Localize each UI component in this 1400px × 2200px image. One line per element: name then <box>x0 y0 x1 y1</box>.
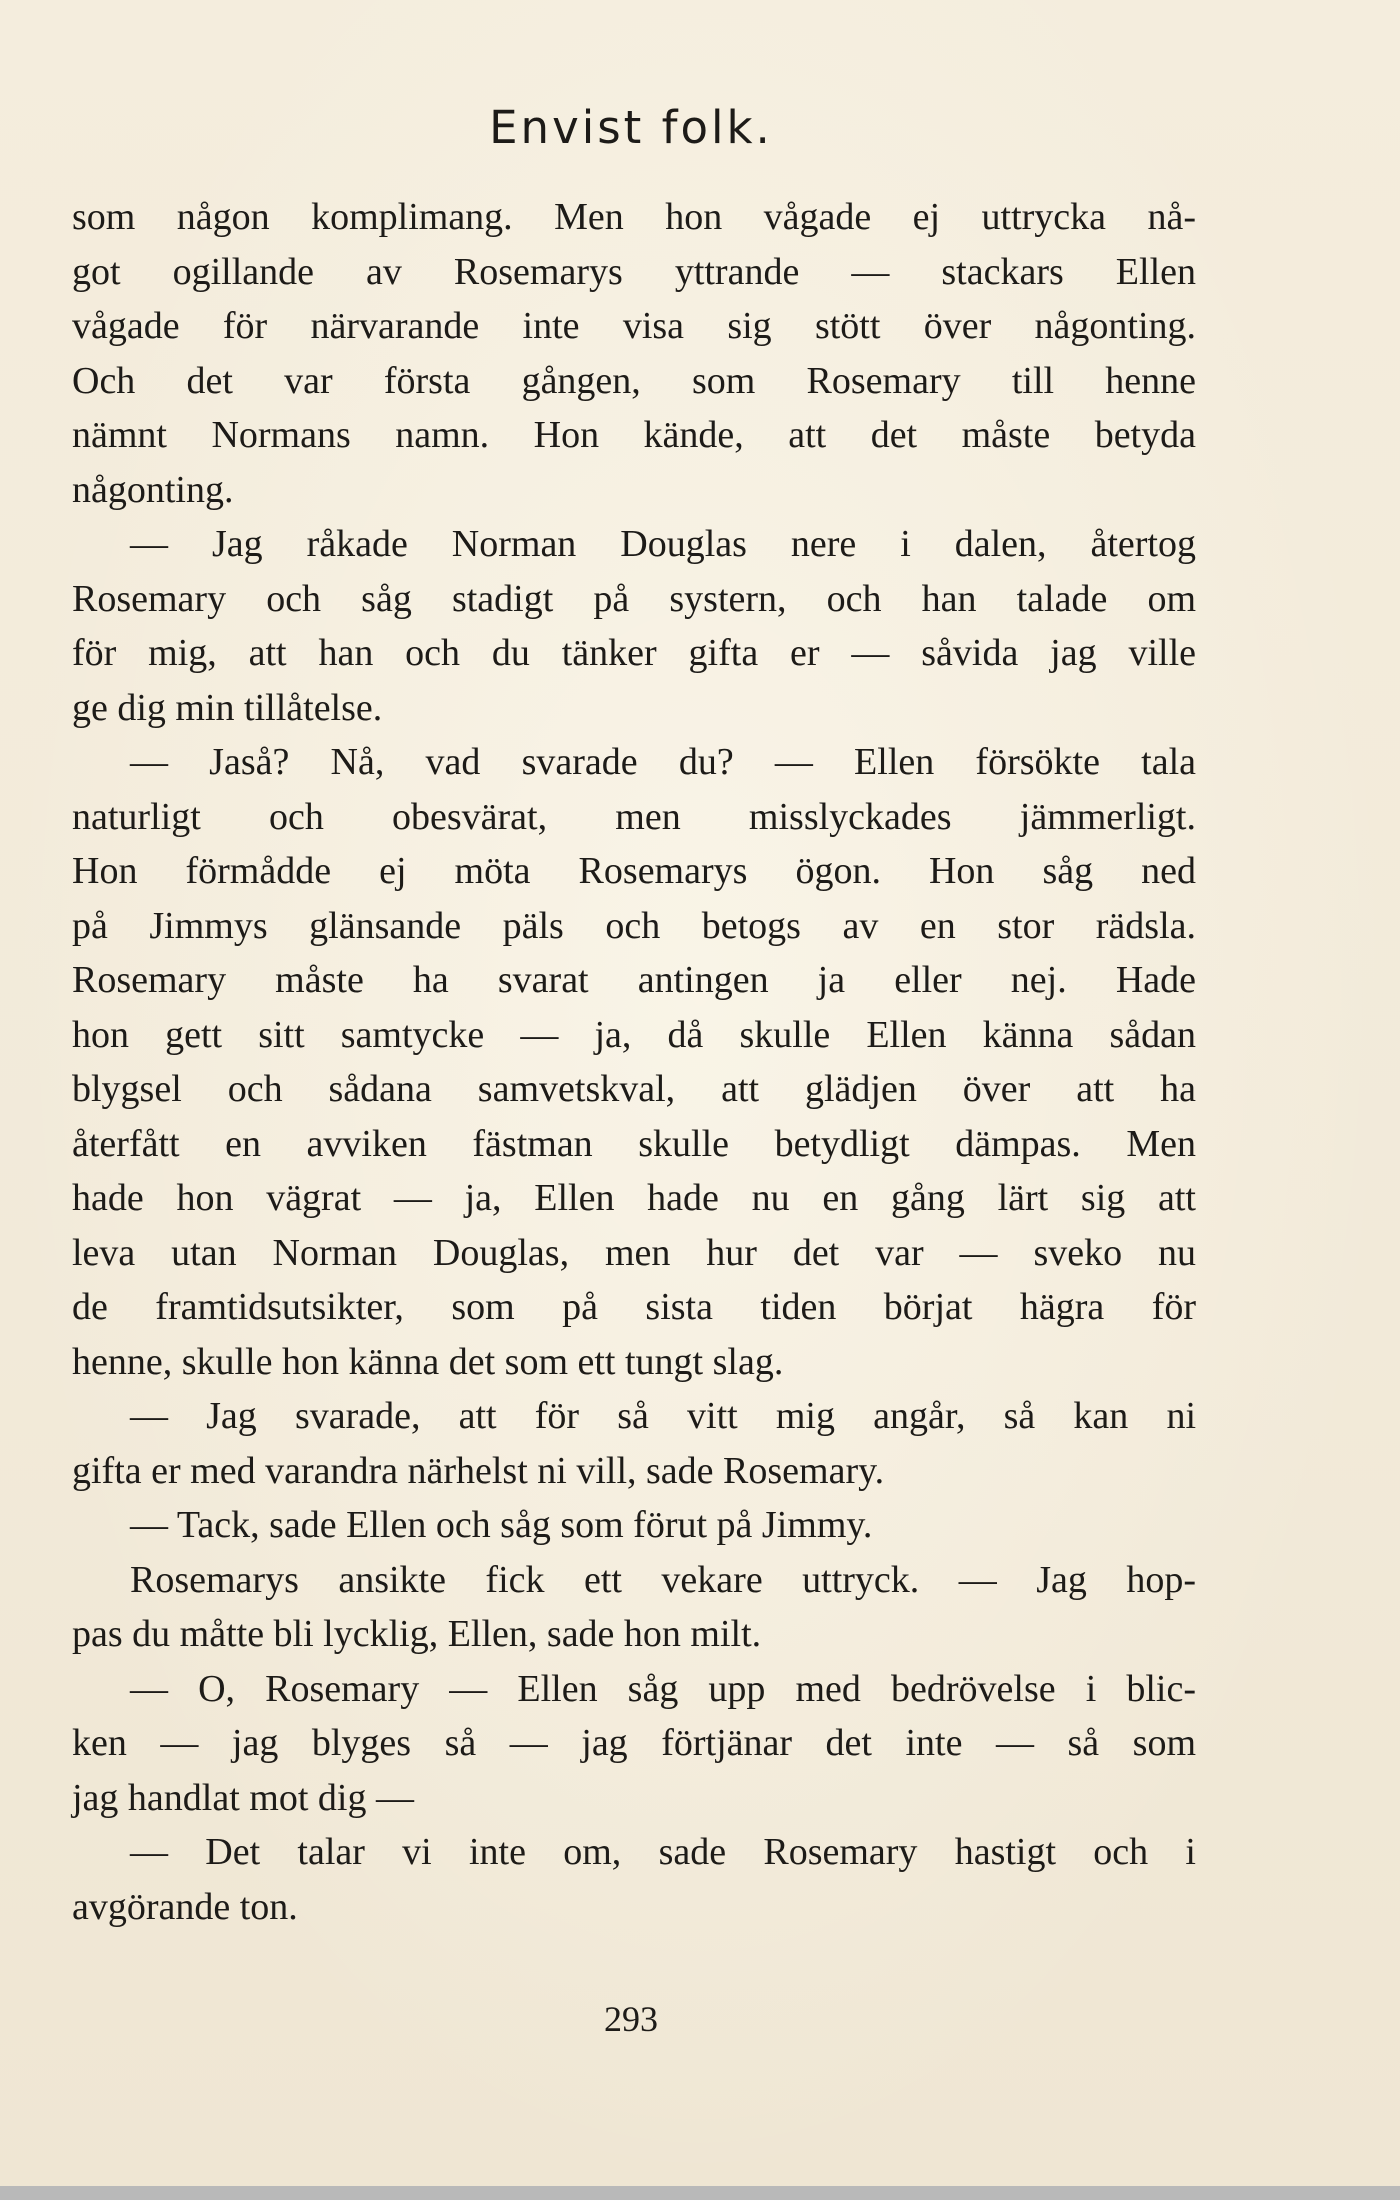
text-line: henne, skulle hon känna det som ett tungt slag. <box>72 1340 784 1383</box>
text-line: de framtidsutsikter, som på sista tiden börjat hägra för <box>72 1286 1196 1328</box>
text-line: vågade för närvarande inte visa sig stött över någonting. <box>72 305 1196 347</box>
text-line: jag handlat mot dig — <box>72 1776 414 1819</box>
text-line: naturligt och obesvärat, men misslyckades jämmerligt. <box>72 795 1196 838</box>
text-line: ken — jag blyges så — jag förtjänar det inte — så som <box>72 1722 1196 1764</box>
text-line: hade hon vägrat — ja, Ellen hade nu en gång lärt sig att <box>72 1177 1196 1219</box>
text-line: ge dig min tillåtelse. <box>72 686 383 729</box>
text-line: — O, Rosemary — Ellen såg upp med bedrövelse i blic- <box>130 1667 1196 1710</box>
scan-bottom-edge <box>0 2186 1400 2200</box>
text-line: pas du måtte bli lycklig, Ellen, sade hon milt. <box>72 1613 762 1655</box>
text-line: någonting. <box>72 468 234 511</box>
text-line: för mig, att han och du tänker gifta er — såvida jag ville <box>72 632 1196 674</box>
text-line: på Jimmys glänsande päls och betogs av en stor rädsla. <box>72 904 1196 947</box>
text-line: Rosemary måste ha svarat antingen ja eller nej. Hade <box>72 959 1196 1001</box>
text-line: got ogillande av Rosemarys yttrande — stackars Ellen <box>72 250 1196 293</box>
text-line: som någon komplimang. Men hon vågade ej uttrycka nå- <box>72 196 1196 238</box>
text-line: återfått en avviken fästman skulle betydligt dämpas. Men <box>72 1122 1196 1165</box>
text-line: Och det var första gången, som Rosemary till henne <box>72 359 1196 402</box>
text-line: Rosemary och såg stadigt på systern, och han talade om <box>72 577 1196 620</box>
text-line: — Jag råkade Norman Douglas nere i dalen, återtog <box>130 523 1196 565</box>
text-line: leva utan Norman Douglas, men hur det var — sveko nu <box>72 1231 1196 1274</box>
text-line: blygsel och sådana samvetskval, att glädjen över att ha <box>72 1068 1196 1110</box>
body-text <box>72 190 1196 1934</box>
text-line: — Det talar vi inte om, sade Rosemary hastigt och i <box>130 1831 1196 1873</box>
text-line: avgörande ton. <box>72 1885 298 1928</box>
text-line: — Tack, sade Ellen och såg som förut på Jimmy. <box>130 1504 873 1546</box>
running-title: Envist folk. <box>489 101 773 154</box>
text-line: hon gett sitt samtycke — ja, då skulle Ellen känna sådan <box>72 1013 1196 1056</box>
text-line: Hon förmådde ej möta Rosemarys ögon. Hon såg ned <box>72 850 1196 892</box>
text-line: nämnt Normans namn. Hon kände, att det måste betyda <box>72 414 1196 456</box>
text-line: gifta er med varandra närhelst ni vill, sade Rosemary. <box>72 1449 885 1492</box>
text-line: — Jag svarade, att för så vitt mig angår, så kan ni <box>130 1395 1196 1437</box>
text-line: — Jaså? Nå, vad svarade du? — Ellen försökte tala <box>130 741 1196 783</box>
text-line: Rosemarys ansikte fick ett vekare uttryck. — Jag hop- <box>130 1558 1196 1601</box>
page-number: 293 <box>604 1999 658 2039</box>
